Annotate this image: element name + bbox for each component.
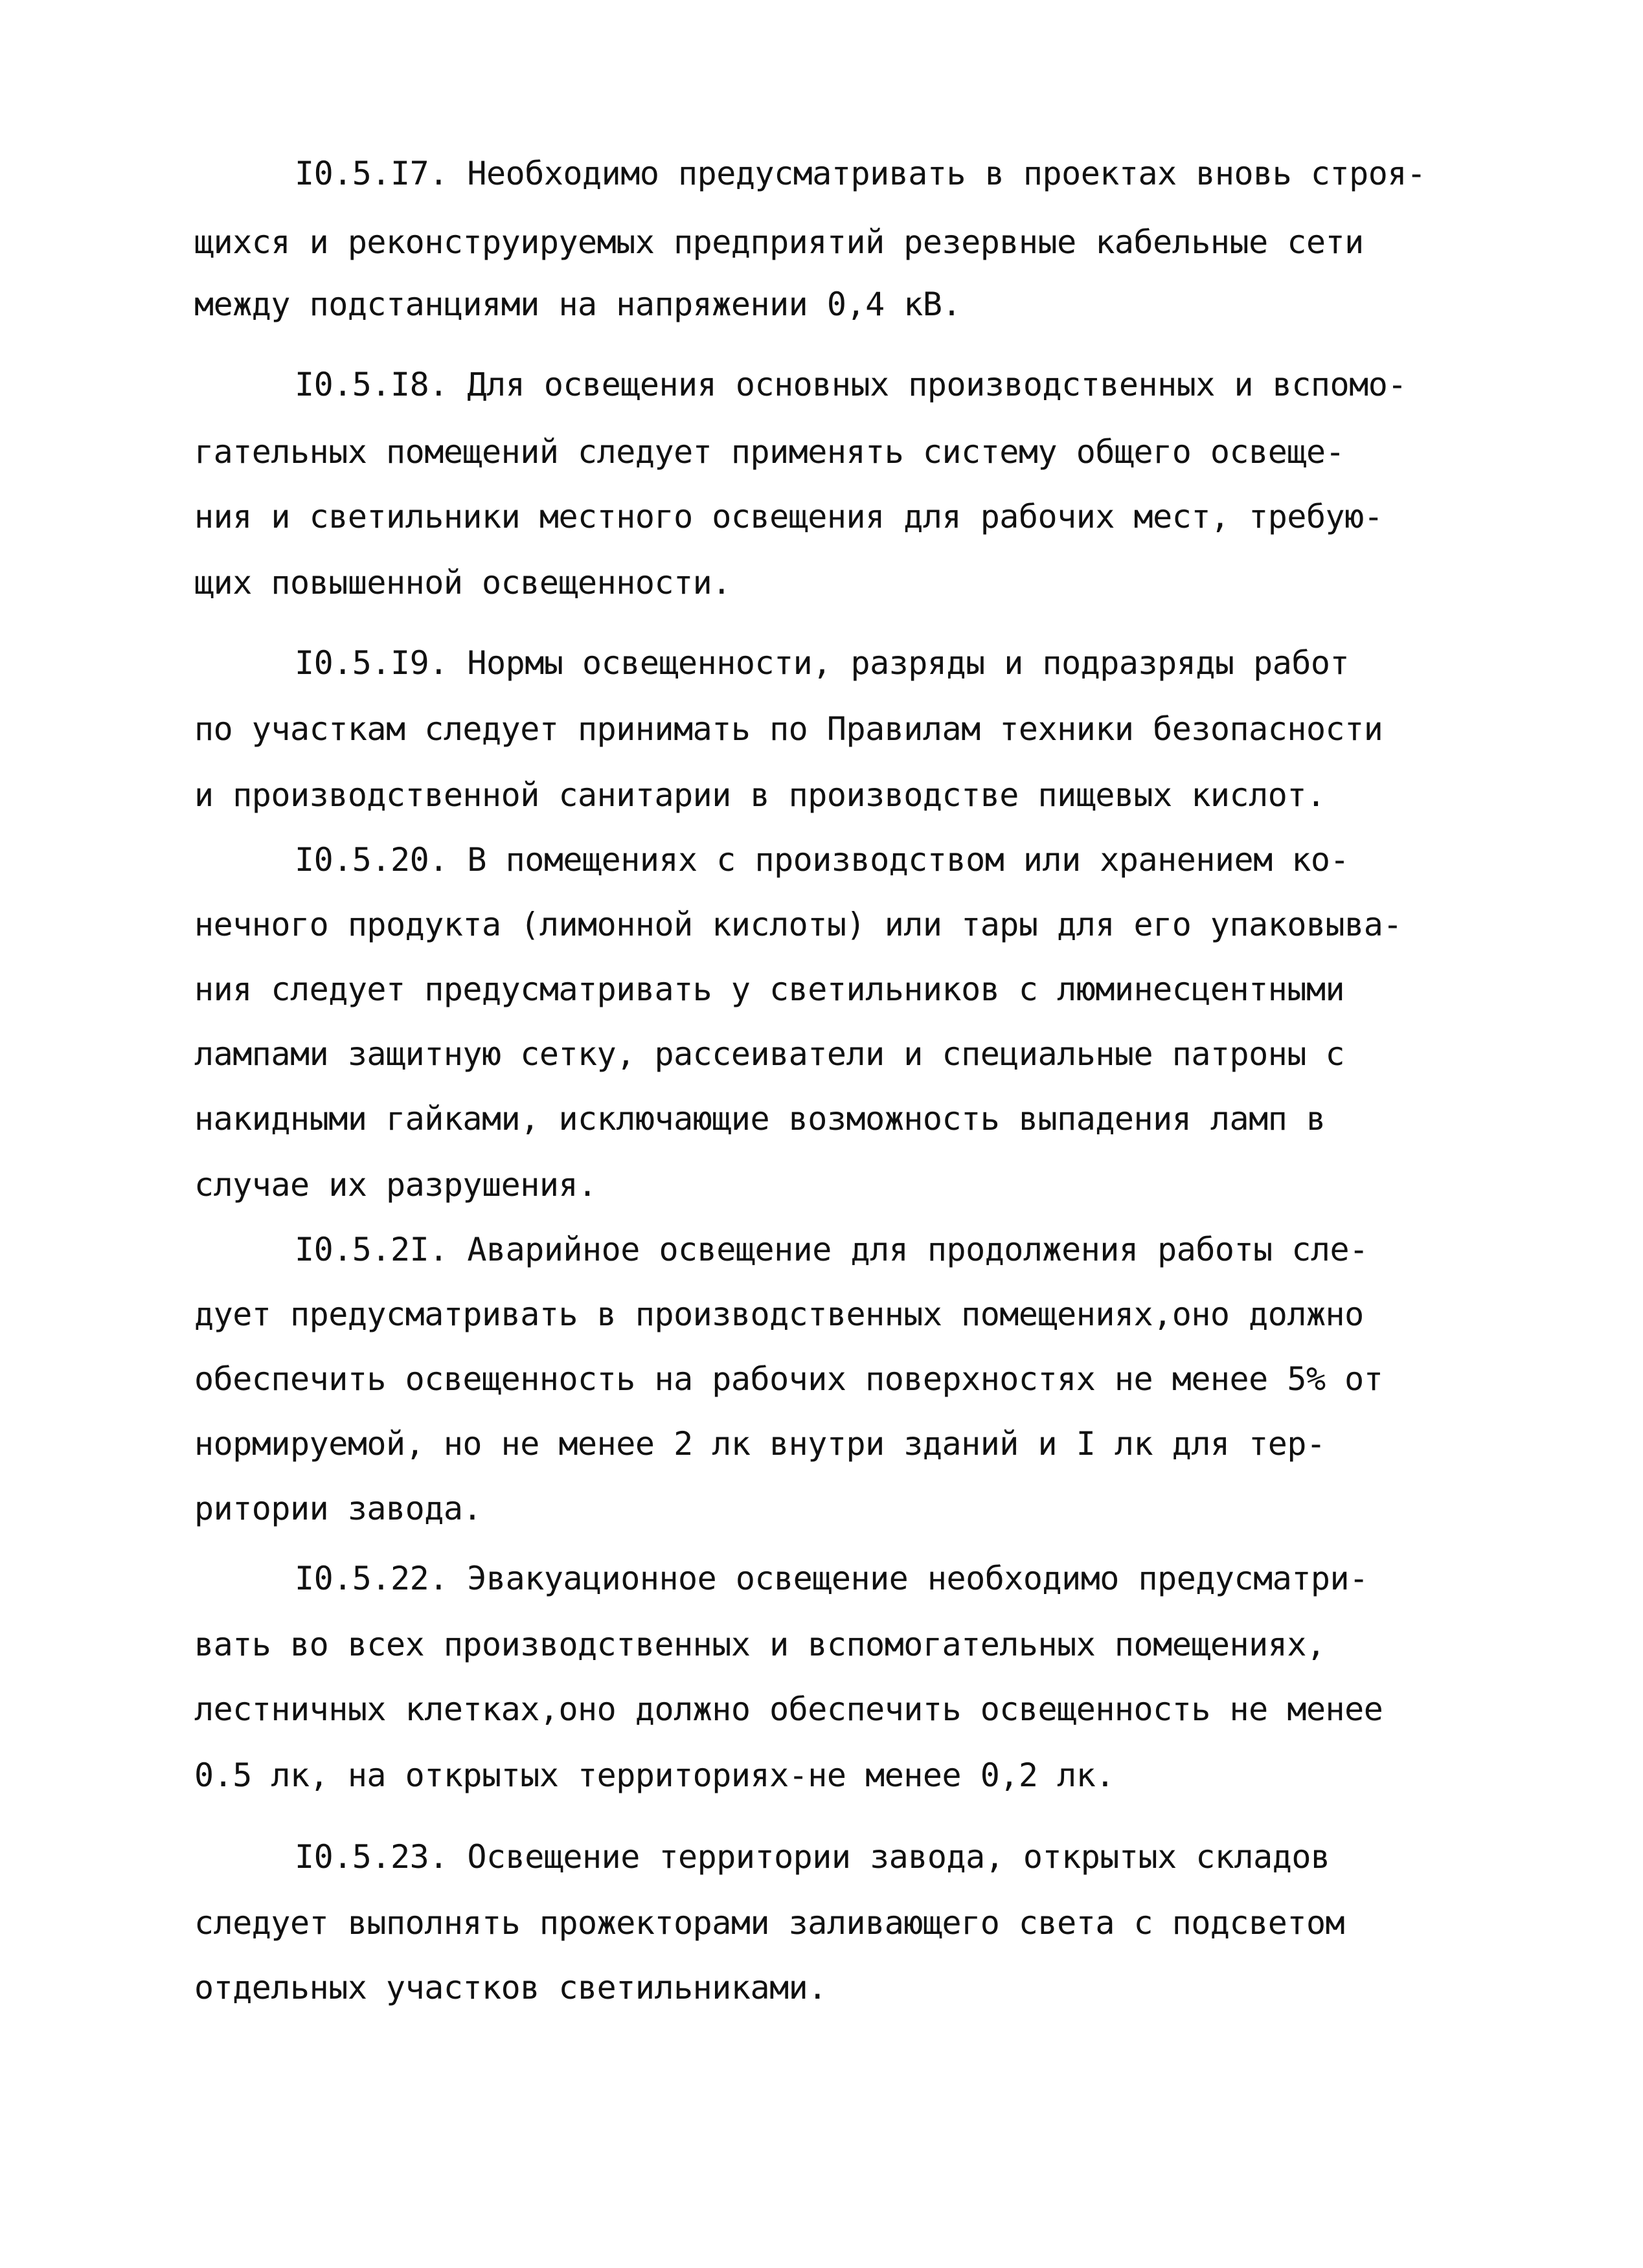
paragraph-line: и производственной санитарии в производстве пищевых кислот. (194, 776, 1326, 814)
paragraph-line: щихся и реконструируемых предприятий резервные кабельные сети (194, 223, 1364, 261)
paragraph-line: случае их разрушения. (194, 1166, 597, 1204)
paragraph-line: I0.5.I7. Необходимо предусматривать в проектах вновь строя- (295, 155, 1426, 192)
paragraph-line: I0.5.23. Освещение территории завода, открытых складов (295, 1838, 1330, 1876)
paragraph-line: 0.5 лк, на открытых территориях-не менее 0,2 лк. (194, 1757, 1115, 1794)
paragraph-line: между подстанциями на напряжении 0,4 кВ. (194, 286, 962, 323)
paragraph-line: I0.5.I9. Нормы освещенности, разряды и подразряды работ (295, 644, 1350, 682)
paragraph-line: щих повышенной освещенности. (194, 564, 731, 601)
paragraph-line: ния и светильники местного освещения для рабочих мест, требую- (194, 498, 1383, 535)
paragraph-line: обеспечить освещенность на рабочих поверхностях не менее 5% от (194, 1360, 1383, 1398)
paragraph-line: нечного продукта (лимонной кислоты) или тары для его упаковыва- (194, 906, 1402, 943)
paragraph-line: накидными гайками, исключающие возможность выпадения ламп в (194, 1100, 1326, 1138)
paragraph-line: I0.5.20. В помещениях с производством или хранением ко- (295, 841, 1350, 879)
paragraph-line: отдельных участков светильниками. (194, 1969, 827, 2006)
paragraph-line: лампами защитную сетку, рассеиватели и специальные патроны с (194, 1035, 1345, 1073)
paragraph-line: лестничных клетках,оно должно обеспечить освещенность не менее (194, 1690, 1383, 1728)
paragraph-line: I0.5.2I. Аварийное освещение для продолжения работы сле- (295, 1231, 1368, 1268)
paragraph-line: нормируемой, но не менее 2 лк внутри зданий и I лк для тер- (194, 1425, 1326, 1463)
paragraph-line: I0.5.22. Эвакуационное освещение необходимо предусматри- (295, 1560, 1368, 1597)
paragraph-line: гательных помещений следует применять систему общего освеще- (194, 433, 1345, 471)
paragraph-line: ритории завода. (194, 1490, 482, 1527)
paragraph-line: по участкам следует принимать по Правилам техники безопасности (194, 710, 1383, 748)
paragraph-line: ния следует предусматривать у светильников с люминесцентными (194, 971, 1345, 1008)
paragraph-line: I0.5.I8. Для освещения основных производственных и вспомо- (295, 366, 1407, 403)
paragraph-line: вать во всех производственных и вспомогательных помещениях, (194, 1626, 1326, 1663)
paragraph-line: дует предусматривать в производственных помещениях,оно должно (194, 1296, 1364, 1333)
paragraph-line: следует выполнять прожекторами заливающего света с подсветом (194, 1904, 1345, 1942)
